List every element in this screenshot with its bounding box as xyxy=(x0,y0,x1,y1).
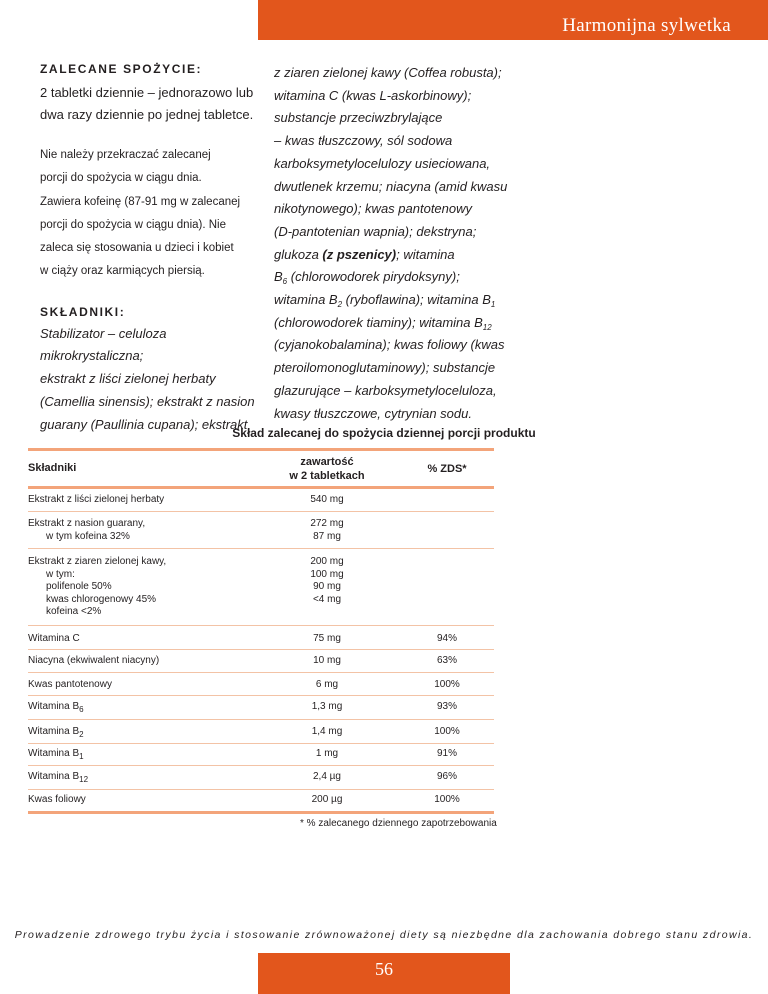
ingredients-block xyxy=(40,323,265,437)
row-name-main: Witamina B xyxy=(28,701,80,712)
row-amount-sub: 87 mg xyxy=(313,530,341,542)
text-glukoza: glukoza xyxy=(274,246,323,262)
row-divider xyxy=(28,695,494,696)
col-header-amount xyxy=(285,455,369,483)
row-name-main: Ekstrakt z ziaren zielonej kawy, xyxy=(28,556,167,567)
subscript: 2 xyxy=(337,300,343,310)
row-name-sub: w tym: xyxy=(46,568,75,580)
col-header-name: Składniki xyxy=(28,462,77,474)
ingredients-line xyxy=(274,312,514,335)
row-amount-sub: 100 mg xyxy=(310,568,344,580)
ingredients-line xyxy=(274,266,514,289)
left-column xyxy=(40,62,265,436)
row-divider xyxy=(28,625,494,626)
row-divider xyxy=(28,672,494,673)
col-header-zds: % ZDS* xyxy=(427,463,467,475)
ingredients-line: kwasy tłuszczowe, cytrynian sodu. xyxy=(274,405,472,421)
warning-line: zaleca się stosowania u dzieci i kobiet xyxy=(40,242,234,255)
table-row-amount: 1,3 mg xyxy=(311,701,343,712)
ingredients-line: karboksymetylocelulozy usieciowana, xyxy=(274,155,491,171)
table-row-amount: 1 mg xyxy=(315,748,339,759)
text-b: B xyxy=(274,269,283,285)
col-header-amount-line1: zawartość xyxy=(300,456,354,468)
row-amount-main: 200 mg xyxy=(310,556,344,567)
table-row-amount: 75 mg xyxy=(313,633,341,644)
table-row-amount xyxy=(285,518,369,543)
table-title: Skład zalecanej do spożycia dziennej porcji produktu xyxy=(232,426,536,440)
row-divider xyxy=(28,511,494,512)
table-row-name xyxy=(28,556,166,619)
ingredients-line: dwutlenek krzemu; niacyna (amid kwasu xyxy=(274,178,508,194)
ingredients-line xyxy=(274,244,514,267)
table-header-rule xyxy=(28,486,494,489)
table-row-name xyxy=(28,518,145,543)
table-row-name: Niacyna (ekwiwalent niacyny) xyxy=(28,655,160,666)
ingredients-line xyxy=(274,289,514,312)
table-row-amount: 6 mg xyxy=(315,679,339,690)
ingredients-heading: SKŁADNIKI: xyxy=(40,304,126,319)
table-row-name: Witamina C xyxy=(28,633,80,644)
row-divider xyxy=(28,649,494,650)
subscript: 1 xyxy=(79,752,84,761)
allergen-wheat: (z pszenicy) xyxy=(322,246,397,262)
page-number: 56 xyxy=(258,953,510,994)
header-title: Harmonijna sylwetka xyxy=(258,0,768,40)
text-pyridoxine: (chlorowodorek pirydoksyny); xyxy=(287,269,460,285)
row-amount-main: 272 mg xyxy=(310,518,344,529)
text-thiamine: (chlorowodorek tiaminy); witamina B xyxy=(274,314,483,330)
ingredients-line: – kwas tłuszczowy, sól sodowa xyxy=(274,133,453,149)
table-row-zds: 94% xyxy=(436,633,457,644)
row-amount-sub: 90 mg xyxy=(313,581,341,592)
health-slogan: Prowadzenie zdrowego trybu życia i stosowanie zrównoważonej diety są niezbędne dla zachowania dobrego stanu zdrowia. xyxy=(14,929,754,941)
row-name-main: Witamina B xyxy=(28,748,80,759)
subscript: 6 xyxy=(79,705,84,714)
table-row-name: Kwas pantotenowy xyxy=(28,679,112,690)
ingredients-line: z ziaren zielonej kawy (Coffea robusta); xyxy=(274,65,502,80)
row-name-sub: polifenole 50% xyxy=(46,581,112,592)
ingredients-line: nikotynowego); kwas pantotenowy xyxy=(274,201,473,217)
table-row-amount xyxy=(285,556,369,606)
table-bottom-rule xyxy=(28,811,494,814)
ingredients-line: glazurujące – karboksymetyloceluloza, xyxy=(274,382,497,398)
ingredients-line: witamina C (kwas L-askorbinowy); xyxy=(274,87,472,103)
table-row-name xyxy=(28,748,84,761)
subscript: 2 xyxy=(79,730,84,739)
row-name-sub: kofeina <2% xyxy=(46,606,102,617)
table-row-zds: 91% xyxy=(436,748,457,759)
ingredients-line: guarany (Paullinia cupana); ekstrakt xyxy=(40,416,248,432)
warning-line: porcji do spożycia w ciągu dnia). Nie xyxy=(40,218,227,231)
warning-line: porcji do spożycia w ciągu dnia. xyxy=(40,172,202,185)
subscript: 6 xyxy=(282,277,288,287)
table-row-name: Kwas foliowy xyxy=(28,794,86,805)
warning-line: w ciąży oraz karmiących piersią. xyxy=(40,265,205,278)
subscript: 12 xyxy=(79,775,89,784)
warning-line: Zawiera kofeinę (87-91 mg w zalecanej xyxy=(40,195,241,208)
row-divider xyxy=(28,789,494,790)
table-row-name: Ekstrakt z liści zielonej herbaty xyxy=(28,494,165,505)
table-row-amount: 2,4 µg xyxy=(312,771,341,782)
table-row-amount: 1,4 mg xyxy=(311,726,343,737)
table-row-amount: 200 µg xyxy=(311,794,343,805)
ingredients-line: (cyjanokobalamina); kwas foliowy (kwas xyxy=(274,337,505,353)
row-divider xyxy=(28,548,494,549)
text-witamina: ; witamina xyxy=(396,246,455,262)
subscript: 12 xyxy=(482,322,492,332)
table-top-rule xyxy=(28,448,494,451)
ingredients-line: (D-pantotenian wapnia); dekstryna; xyxy=(274,223,477,239)
table-row-amount: 10 mg xyxy=(313,655,341,666)
right-column xyxy=(274,62,514,425)
col-header-amount-line2: w 2 tabletkach xyxy=(289,470,365,482)
row-name-main: Witamina B xyxy=(28,726,80,737)
subscript: 1 xyxy=(490,300,496,310)
text-vit-b2: witamina B xyxy=(274,292,338,308)
row-name-sub: kwas chlorogenowy 45% xyxy=(46,593,157,605)
row-divider xyxy=(28,743,494,744)
table-row-amount: 540 mg xyxy=(310,494,344,505)
table-row-name xyxy=(28,771,88,784)
usage-heading: ZALECANE SPOŻYCIE: xyxy=(40,62,203,76)
row-amount-sub: <4 mg xyxy=(312,593,342,605)
table-row-zds: 100% xyxy=(434,726,460,737)
table-row-zds: 63% xyxy=(436,655,457,666)
ingredients-line: ekstrakt z liści zielonej herbaty xyxy=(40,371,216,387)
ingredients-line: pteroilomonoglutaminowy); substancje xyxy=(274,360,496,376)
ingredients-line: Stabilizator – celuloza mikrokrystaliczna; xyxy=(40,325,167,364)
warning-line: Nie należy przekraczać zalecanej xyxy=(40,149,211,161)
warning-block xyxy=(40,144,265,284)
table-row-name xyxy=(28,726,84,739)
usage-text: 2 tabletki dziennie – jednorazowo lub dwa razy dziennie po jednej tabletce. xyxy=(40,85,254,122)
table-row-name xyxy=(28,701,84,714)
row-name-main: Witamina B xyxy=(28,771,80,782)
row-name-sub: w tym kofeina 32% xyxy=(46,530,130,542)
row-divider xyxy=(28,765,494,766)
table-row-zds: 100% xyxy=(434,794,460,805)
row-divider xyxy=(28,719,494,720)
row-name-main: Ekstrakt z nasion guarany, xyxy=(28,518,146,529)
ingredients-line: substancje przeciwzbrylające xyxy=(274,110,443,126)
table-row-zds: 96% xyxy=(436,771,457,782)
ingredients-line: (Camellia sinensis); ekstrakt z nasion xyxy=(40,393,255,409)
table-row-zds: 93% xyxy=(436,701,457,712)
table-row-zds: 100% xyxy=(434,679,460,690)
text-riboflavin: (ryboflawina); witamina B xyxy=(342,292,491,308)
table-footnote: * % zalecanego dziennego zapotrzebowania xyxy=(300,818,497,829)
